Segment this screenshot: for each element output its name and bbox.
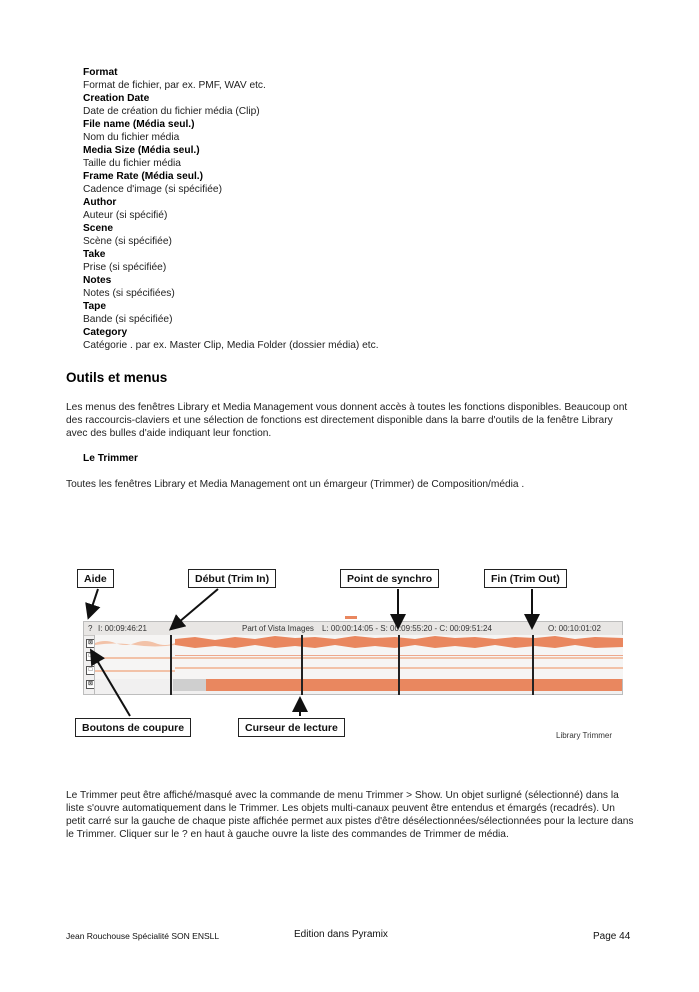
field-desc: Taille du fichier média bbox=[83, 158, 181, 169]
field-desc: Format de fichier, par ex. PMF, WAV etc. bbox=[83, 80, 266, 91]
field-term: File name (Média seul.) bbox=[83, 119, 195, 130]
trimmer-description-paragraph: Le Trimmer peut être affiché/masqué avec la commande de menu Trimmer > Show. Un objet surligné (sélectionné) dans la liste s'ouvre automatiquement dans le Trimmer. Les objets multi-canaux peuvent être entendus et émargés (recadrés). Un petit carré sur la gauche de chaque piste affichée permet aux pistes d'être désélectionnées/sélectionnées pour la lecture dans le Trimmer. Cliquer sur le ? en haut à gauche ouvre la liste des commandes de Trimmer de média. bbox=[66, 790, 634, 840]
callout-trim-in: Début (Trim In) bbox=[188, 569, 276, 588]
footer-title: Edition dans Pyramix bbox=[294, 929, 388, 940]
track-2-toggle[interactable]: □ bbox=[86, 652, 95, 661]
field-term: Notes bbox=[83, 275, 112, 286]
field-term: Creation Date bbox=[83, 93, 150, 104]
footer-author: Jean Rouchouse Spécialité SON ENSLL bbox=[66, 931, 220, 941]
field-desc: Notes (si spécifiées) bbox=[83, 288, 175, 299]
field-term: Frame Rate (Média seul.) bbox=[83, 171, 204, 182]
trim-in-time: I: 00:09:46:21 bbox=[98, 624, 147, 633]
field-term: Media Size (Média seul.) bbox=[83, 145, 200, 156]
field-desc: Auteur (si spécifié) bbox=[83, 210, 168, 221]
field-desc: Prise (si spécifiée) bbox=[83, 262, 167, 273]
clip-info: L: 00:00:14:05 - S: 00:09:55:20 - C: 00:09:51:24 bbox=[322, 624, 492, 633]
field-term: Take bbox=[83, 249, 106, 260]
field-term: Tape bbox=[83, 301, 107, 312]
field-desc: Date de création du fichier média (Clip) bbox=[83, 106, 260, 117]
help-button[interactable]: ? bbox=[88, 624, 93, 633]
callout-aide: Aide bbox=[77, 569, 114, 588]
callout-trim-out: Fin (Trim Out) bbox=[484, 569, 567, 588]
subsection-heading: Le Trimmer bbox=[83, 453, 138, 464]
field-term: Category bbox=[83, 327, 128, 338]
figure-caption: Library Trimmer bbox=[556, 731, 613, 740]
field-term: Author bbox=[83, 197, 117, 208]
field-term: Format bbox=[83, 67, 118, 78]
track-1-toggle[interactable]: ⊠ bbox=[87, 640, 94, 646]
page-number: Page 44 bbox=[593, 931, 631, 942]
field-term: Scene bbox=[83, 223, 114, 234]
section-heading: Outils et menus bbox=[66, 370, 168, 385]
field-desc: Cadence d'image (si spécifiée) bbox=[83, 184, 222, 195]
callout-playhead: Curseur de lecture bbox=[238, 718, 345, 737]
callout-sync-point: Point de synchro bbox=[340, 569, 439, 588]
section-intro-paragraph: Les menus des fenêtres Library et Media Management vous donnent accès à toutes les fonctions disponibles. Beaucoup ont des raccourcis-claviers et une sélection de fonctions est directement disponible dans la barre d'outils de la fenêtre Library avec des bulles d'aide indiquant leur fonction. bbox=[66, 402, 628, 439]
field-desc: Scène (si spécifiée) bbox=[83, 236, 172, 247]
clip-name: Part of Vista Images bbox=[242, 624, 314, 633]
field-desc: Bande (si spécifiée) bbox=[83, 314, 173, 325]
track-3-toggle[interactable]: □ bbox=[86, 666, 95, 675]
callout-cut-buttons: Boutons de coupure bbox=[75, 718, 191, 737]
trimmer-intro-paragraph: Toutes les fenêtres Library et Media Management ont un émargeur (Trimmer) de Composition/média . bbox=[66, 479, 525, 490]
trim-out-time: O: 00:10:01:02 bbox=[548, 624, 601, 633]
track-4-toggle[interactable]: ⊠ bbox=[87, 681, 94, 687]
field-desc: Catégorie . par ex. Master Clip, Media Folder (dossier média) etc. bbox=[83, 340, 379, 351]
field-desc: Nom du fichier média bbox=[83, 132, 180, 143]
